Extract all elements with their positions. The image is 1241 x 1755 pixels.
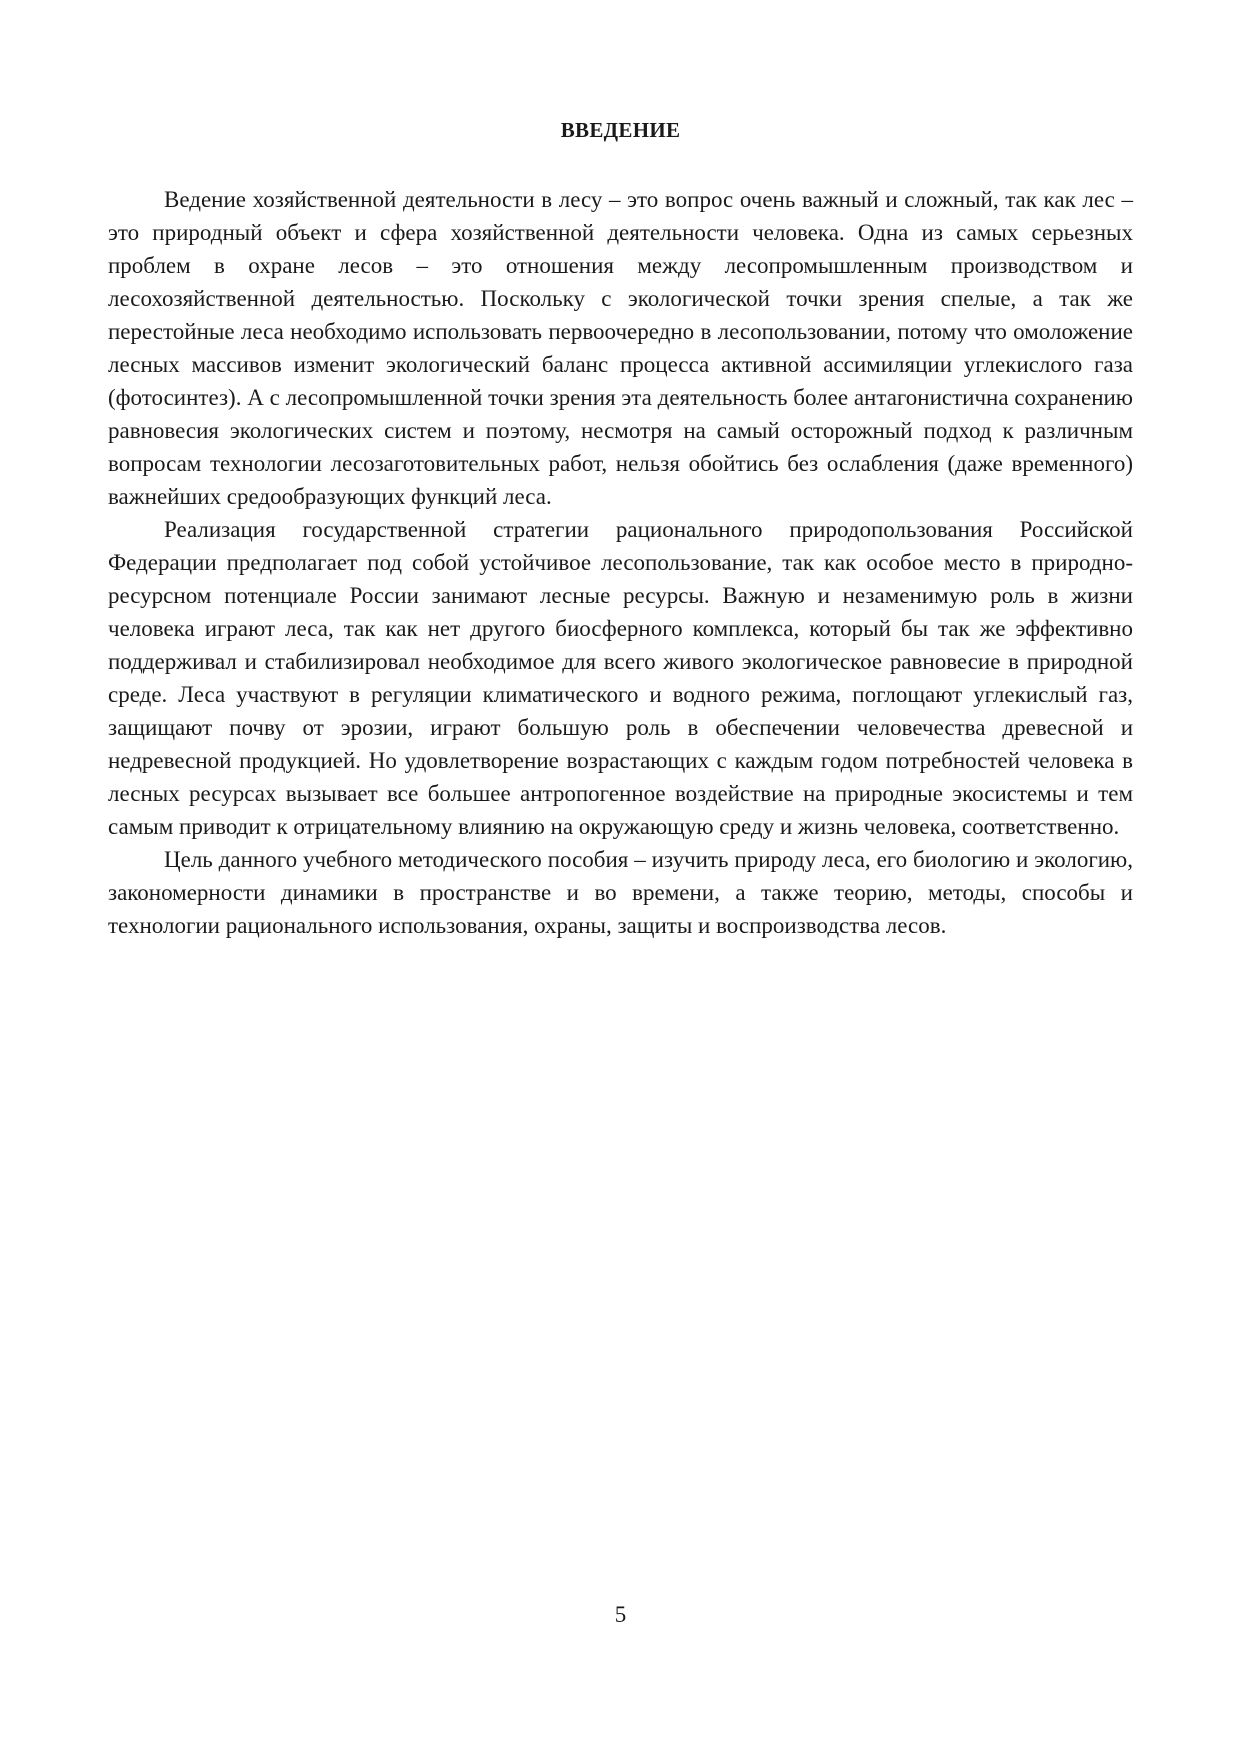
body-text bbox=[108, 183, 1133, 942]
paragraph-2: Реализация государственной стратегии рационального природопользования Российской Федерации предполагает под собой устойчивое лесопользование, так как особое место в природно-ресурсном потенциале России занимают лесные ресурсы. Важную и незаменимую роль в жизни человека играют леса, так как нет другого биосферного комплекса, который бы так же эффективно поддерживал и стабилизировал необходимое для всего живого экологическое равновесие в природной среде. Леса участвуют в регуляции климатического и водного режима, поглощают углекислый газ, защищают почву от эрозии, играют большую роль в обеспечении человечества древесной и недревесной продукцией. Но удовлетворение возрастающих с каждым годом потребностей человека в лесных ресурсах вызывает все большее антропогенное воздействие на природные экосистемы и тем самым приводит к отрицательному влиянию на окружающую среду и жизнь человека, соответственно. bbox=[108, 517, 1133, 839]
paragraph-3: Цель данного учебного методического пособия – изучить природу леса, его биологию и экологию, закономерности динамики в пространстве и во времени, а также теорию, методы, способы и технологии рационального использования, охраны, защиты и воспроизводства лесов. bbox=[108, 847, 1133, 938]
page-number: 5 bbox=[614, 1602, 627, 1627]
section-title: ВВЕДЕНИЕ bbox=[560, 118, 681, 142]
paragraph-1: Ведение хозяйственной деятельности в лесу – это вопрос очень важный и сложный, так как лес – это природный объект и сфера хозяйственной деятельности человека. Одна из самых серьезных проблем в охране лесов – это отношения между лесопромышленным производством и лесохозяйственной деятельностью. Поскольку с экологической точки зрения спелые, а так же перестойные леса необходимо использовать первоочередно в лесопользовании, потому что омоложение лесных массивов изменит экологический баланс процесса активной ассимиляции углекислого газа (фотосинтез). А с лесопромышленной точки зрения эта деятельность более антагонистична сохранению равновесия экологических систем и поэтому, несмотря на самый осторожный подход к различным вопросам технологии лесозаготовительных работ, нельзя обойтись без ослабления (даже временного) важнейших средообразующих функций леса. bbox=[108, 187, 1133, 509]
